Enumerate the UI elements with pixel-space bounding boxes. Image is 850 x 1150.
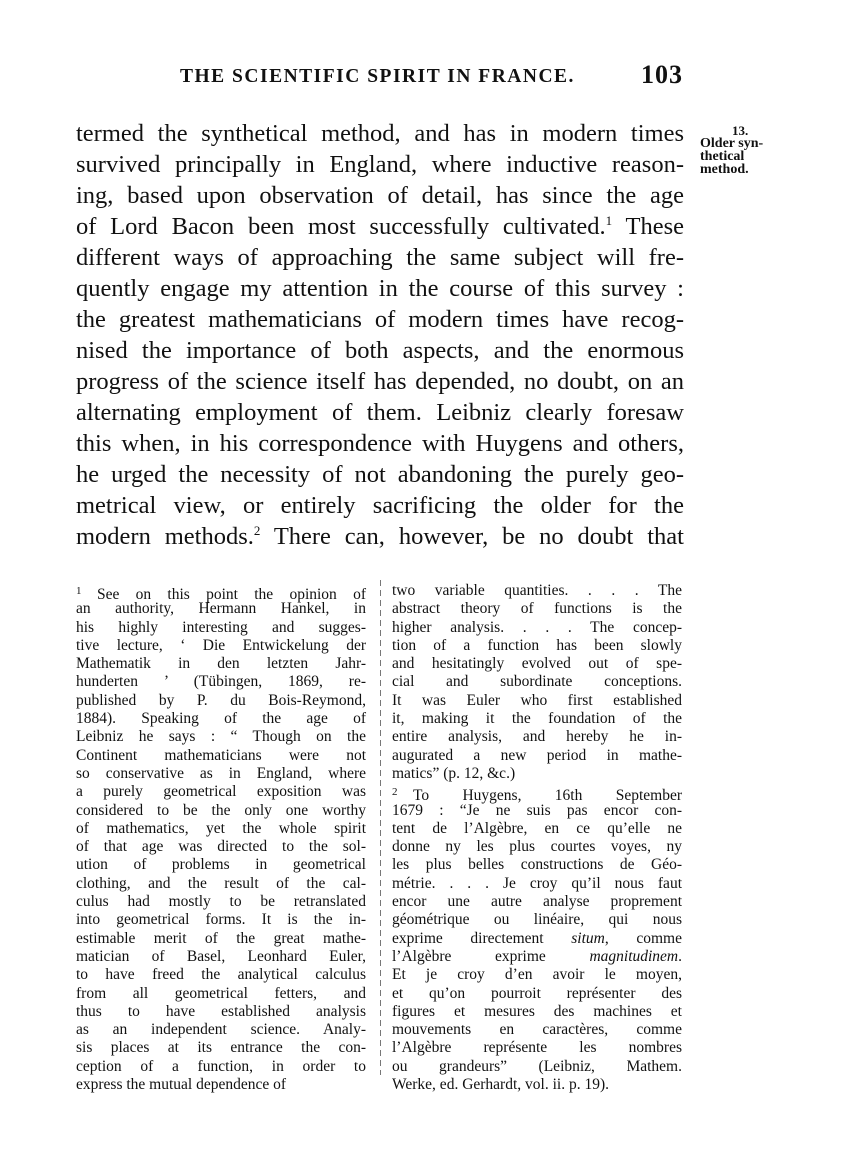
footnote-line: considered to be the only one worthy xyxy=(76,801,366,819)
footnote-line: it, making it the foundation of the xyxy=(392,710,682,728)
body-line: ing, based upon observation of detail, has since the age xyxy=(76,182,684,209)
footnote-line: ution of problems in geometrical xyxy=(76,856,366,874)
footnote-line: published by P. du Bois-Reymond, xyxy=(76,691,366,709)
footnote-line: tion of a function has been slowly xyxy=(392,636,682,654)
footnote-line: ou grandeurs” (Leibniz, Mathem. xyxy=(392,1057,682,1075)
footnote-line: express the mutual dependence of xyxy=(76,1076,287,1094)
body-line: nised the importance of both aspects, and the enormous xyxy=(76,337,684,364)
body-line: different ways of approaching the same subject will fre- xyxy=(76,244,684,271)
footnote-line: clothing, and the result of the cal- xyxy=(76,874,366,892)
footnote-line: augurated a new period in mathe- xyxy=(392,746,682,764)
running-header: THE SCIENTIFIC SPIRIT IN FRANCE. xyxy=(180,66,575,87)
body-line xyxy=(76,521,684,552)
body-line-tail: There can, however, be no doubt that xyxy=(273,523,684,550)
footnote-line: métrie. . . . Je croy qu’il nous faut xyxy=(392,874,682,892)
footnote-line: from all geometrical fetters, and xyxy=(76,984,366,1002)
footnote-column-left xyxy=(76,582,366,1094)
body-line: he urged the necessity of not abandoning the purely geo- xyxy=(76,461,684,488)
body-line: metrical view, or entirely sacrificing the older for the xyxy=(76,492,684,519)
footnote-line: so conservative as in England, where xyxy=(76,764,366,782)
footnote-line: hunderten ’ (Tübingen, 1869, re- xyxy=(76,673,366,691)
footnote-line: culus had mostly to be retranslated xyxy=(76,893,366,911)
footnote-line: two variable quantities. . . . The xyxy=(392,582,682,599)
body-line-tail: These xyxy=(625,213,684,240)
footnote-ref-1: 1 xyxy=(605,213,613,228)
body-line: survived principally in England, where inductive reason- xyxy=(76,151,684,178)
footnote-line: to have freed the analytical calculus xyxy=(76,966,366,984)
footnote-line: It was Euler who first established xyxy=(392,691,682,709)
footnote-marker: 1 xyxy=(76,585,82,597)
body-line: progress of the science itself has depended, no doubt, on an xyxy=(76,368,684,395)
footnote-ref-2: 2 xyxy=(253,523,261,538)
footnote-line: exprime directement situm, comme xyxy=(392,929,682,947)
footnote-line: an authority, Hermann Hankel, in xyxy=(76,600,366,618)
footnote-line: 1884). Speaking of the age of xyxy=(76,710,366,728)
footnote-line: tive lecture, ‘ Die Entwickelung der xyxy=(76,636,366,654)
footnote-line: et qu’on pourroit représenter des xyxy=(392,984,682,1002)
footnote-line: mouvements en caractères, comme xyxy=(392,1021,682,1039)
footnote-line: and hesitatingly evolved out of spe- xyxy=(392,655,682,673)
margin-note-line: Older syn- xyxy=(700,136,764,151)
body-line: the greatest mathematicians of modern times have recog- xyxy=(76,306,684,333)
footnote-line: into geometrical forms. It is the in- xyxy=(76,911,366,929)
footnote-line: l’Algèbre exprime magnitudinem. xyxy=(392,947,682,965)
margin-note-line: method. xyxy=(700,162,749,177)
footnote-column-right xyxy=(392,582,682,1094)
body-line xyxy=(76,211,684,242)
footnote-line: géométrique ou linéaire, qui nous xyxy=(392,911,682,929)
footnote-line xyxy=(76,582,366,603)
footnote-line: estimable merit of the great mathe- xyxy=(76,929,366,947)
footnote-line: Et je croy d’en avoir le moyen, xyxy=(392,966,682,984)
footnote-line-text: See on this point the opinion of xyxy=(97,586,366,603)
body-line: alternating employment of them. Leibniz clearly foresaw xyxy=(76,399,684,426)
footnote-line: cial and subordinate conceptions. xyxy=(392,673,682,691)
footnote-line: thus to have established analysis xyxy=(76,1002,366,1020)
footnote-line: Werke, ed. Gerhardt, vol. ii. p. 19). xyxy=(392,1076,609,1094)
footnote-line: abstract theory of functions is the xyxy=(392,600,682,618)
footnote-line: as an independent science. Analy- xyxy=(76,1021,366,1039)
footnote-line: matics” (p. 12, &c.) xyxy=(392,764,516,782)
footnote-line: Leibniz he says : “ Though on the xyxy=(76,728,366,746)
footnote-line: les plus belles constructions de Géo- xyxy=(392,856,682,874)
page-number: 103 xyxy=(641,60,683,89)
footnote-line: donne ny les plus courtes voyes, ny xyxy=(392,838,682,856)
body-line-text: of Lord Bacon been most successfully cultivated. xyxy=(76,213,606,240)
footnote-column-divider xyxy=(380,580,381,1075)
footnote-line: higher analysis. . . . The concep- xyxy=(392,618,682,636)
body-text xyxy=(76,118,684,552)
footnote-line: tent de l’Algèbre, en ce qu’elle ne xyxy=(392,819,682,837)
margin-note xyxy=(700,124,780,176)
footnote-line: 1679 : “Je ne suis pas encor con- xyxy=(392,801,682,819)
footnote-line: l’Algèbre représente les nombres xyxy=(392,1039,682,1057)
body-line: termed the synthetical method, and has in modern times xyxy=(76,120,684,147)
footnote-line: Continent mathematicians were not xyxy=(76,746,366,764)
footnote-line: figures et mesures des machines et xyxy=(392,1002,682,1020)
margin-note-number: 13. xyxy=(732,123,749,138)
footnote-line: of that age was directed to the sol- xyxy=(76,838,366,856)
footnote-line: of mathematics, yet the whole spirit xyxy=(76,819,366,837)
footnote-line: sis places at its entrance the con- xyxy=(76,1039,366,1057)
footnote-line: encor une autre analyse proprement xyxy=(392,893,682,911)
margin-note-line: thetical xyxy=(700,149,745,164)
footnote-line: entire analysis, and hereby he in- xyxy=(392,728,682,746)
footnote-line: matician of Basel, Leonhard Euler, xyxy=(76,947,366,965)
footnote-marker: 2 xyxy=(392,786,398,799)
footnote-line: ception of a function, in order to xyxy=(76,1057,366,1075)
body-line: quently engage my attention in the course of this survey : xyxy=(76,275,684,302)
body-line-text: modern methods. xyxy=(76,523,254,550)
footnote-line xyxy=(392,783,682,805)
footnote-line: a purely geometrical exposition was xyxy=(76,783,366,801)
footnote-line: his highly interesting and sugges- xyxy=(76,618,366,636)
footnote-line-text: To Huygens, 16th September xyxy=(413,787,682,805)
footnote-line: Mathematik in den letzten Jahr- xyxy=(76,655,366,673)
body-line: this when, in his correspondence with Huygens and others, xyxy=(76,430,684,457)
